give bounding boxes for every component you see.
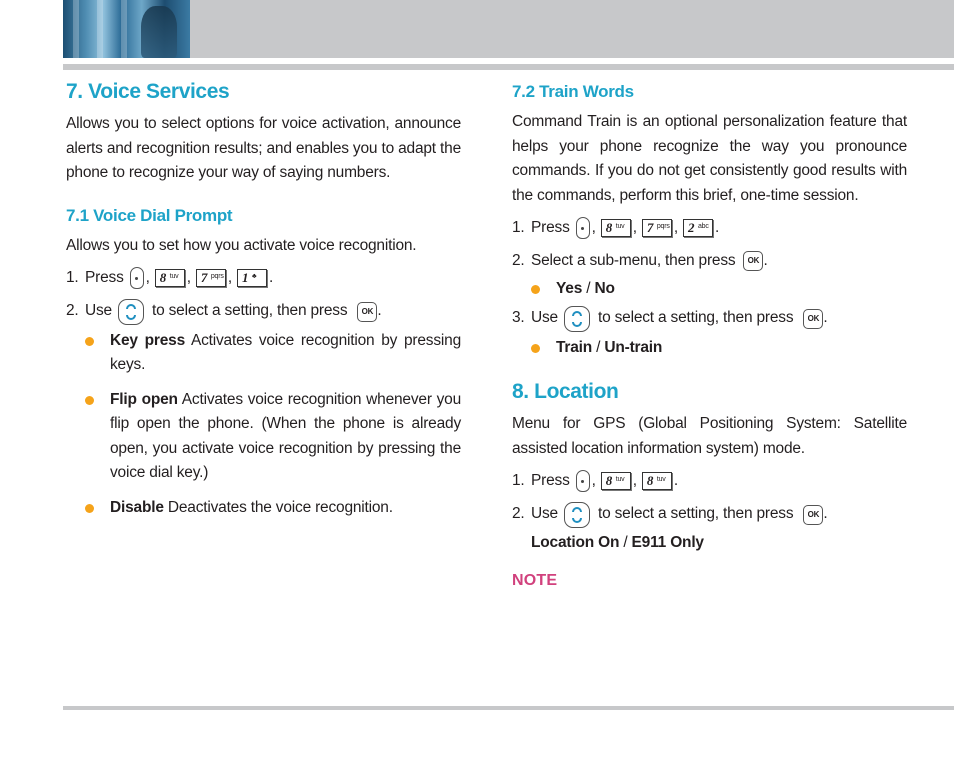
location-options xyxy=(512,531,907,556)
voice-dial-options-list xyxy=(66,329,461,521)
ok-key-icon: OK xyxy=(357,302,377,322)
option-desc: Activates voice recognition by pressing keys. xyxy=(110,331,461,373)
step-2 xyxy=(512,249,907,274)
option-desc: Deactivates the voice recognition. xyxy=(167,498,393,516)
ok-key-icon: OK xyxy=(743,251,763,271)
step-text: Press xyxy=(85,269,124,286)
left-column xyxy=(66,78,461,526)
separator: . xyxy=(763,251,768,269)
step-text: Use xyxy=(85,302,112,320)
step-number: 3. xyxy=(512,309,525,327)
bullet-icon xyxy=(531,344,540,353)
option-label: Train xyxy=(556,338,593,356)
list-item xyxy=(66,388,461,486)
right-column xyxy=(512,78,907,594)
key-2-icon xyxy=(683,219,713,237)
option-desc: Activates voice recognition whenever you flip open the phone. (When the phone is already open, you activate voice recognition by pressing the voice dial key.) xyxy=(110,390,461,481)
list-item xyxy=(512,277,907,302)
key-digit: 7 xyxy=(200,270,208,286)
key-letters: tuv xyxy=(615,476,625,484)
key-digit: 2 xyxy=(687,220,695,236)
note-label: NOTE xyxy=(512,572,558,589)
key-digit: 8 xyxy=(646,473,654,489)
separator: , xyxy=(591,219,596,236)
step-text: Use xyxy=(531,505,558,523)
separator: . xyxy=(714,219,720,236)
step-1 xyxy=(66,266,461,291)
ok-key-icon: OK xyxy=(803,309,823,329)
separator: , xyxy=(673,219,678,236)
location-step-1 xyxy=(512,469,907,494)
option-label: Location On xyxy=(531,533,620,551)
option-label: Disable xyxy=(110,498,164,516)
key-letters: ♣ xyxy=(251,273,257,281)
separator: , xyxy=(227,269,232,286)
separator: , xyxy=(591,472,596,489)
separator: / xyxy=(623,533,628,551)
option-label: Flip open xyxy=(110,390,178,408)
separator: . xyxy=(823,505,828,523)
key-8-icon xyxy=(601,472,631,490)
option-label: No xyxy=(594,280,615,297)
separator: , xyxy=(632,472,637,489)
bullet-icon xyxy=(85,396,94,405)
key-8-icon xyxy=(155,269,185,287)
list-item xyxy=(512,336,907,361)
step-text: to select a setting, then press xyxy=(151,302,348,320)
step-text: Select a sub-menu, then press xyxy=(531,251,736,269)
list-item xyxy=(66,329,461,378)
voice-services-intro: Allows you to select options for voice activation, announce alerts and recognition results; and enables you to adapt the phone to recognize your way of saying numbers. xyxy=(66,115,461,181)
subsection-title-voice-dial-prompt: 7.1 Voice Dial Prompt xyxy=(66,205,233,225)
step-2 xyxy=(66,299,461,325)
section-title-location: 8. Location xyxy=(512,380,619,403)
separator: . xyxy=(673,472,678,489)
step-number: 2. xyxy=(66,302,79,320)
key-letters: pqrs xyxy=(210,273,224,281)
key-8-icon xyxy=(642,472,672,490)
key-digit: 7 xyxy=(646,220,654,236)
key-8-icon xyxy=(601,219,631,237)
key-7-icon xyxy=(196,269,226,287)
key-7-icon xyxy=(642,219,672,237)
person-silhouette-image xyxy=(141,6,177,58)
key-letters: tuv xyxy=(169,273,179,281)
bullet-icon xyxy=(85,504,94,513)
separator: , xyxy=(632,219,637,236)
menu-key-icon xyxy=(576,470,590,492)
option-label: Un-train xyxy=(604,338,663,356)
step-3 xyxy=(512,306,907,332)
option-label: Yes xyxy=(556,280,583,297)
separator: , xyxy=(186,269,191,286)
step-number: 2. xyxy=(512,505,525,523)
bullet-icon xyxy=(85,337,94,346)
separator: / xyxy=(596,338,601,356)
ok-key-icon: OK xyxy=(803,505,823,525)
bullet-icon xyxy=(531,285,540,294)
separator: . xyxy=(268,269,274,286)
key-letters: abc xyxy=(697,223,709,231)
top-rule xyxy=(63,64,954,70)
step-1 xyxy=(512,216,907,241)
key-digit: 8 xyxy=(605,220,613,236)
header-photo xyxy=(63,0,190,58)
step-text: Press xyxy=(531,219,570,236)
key-1-icon xyxy=(237,269,267,287)
subsection-title-train-words: 7.2 Train Words xyxy=(512,82,634,101)
menu-key-icon xyxy=(576,217,590,239)
train-words-intro: Command Train is an optional personalization feature that helps your phone recognize the way you pronounce commands. If you do not get consistently good results with the commands, perform this brief, one-time session. xyxy=(512,113,907,204)
key-digit: 8 xyxy=(605,473,613,489)
nav-up-down-key-icon xyxy=(564,502,590,528)
step-number: 1. xyxy=(512,472,525,489)
key-letters: tuv xyxy=(615,223,625,231)
separator: / xyxy=(586,280,591,297)
key-digit: 8 xyxy=(159,270,167,286)
step3-options-list xyxy=(512,336,907,361)
location-step-2 xyxy=(512,502,907,528)
option-label: Key press xyxy=(110,331,185,349)
step-number: 1. xyxy=(66,269,79,286)
option-label: E911 Only xyxy=(631,533,704,551)
separator: , xyxy=(145,269,150,286)
section-title-voice-services: 7. Voice Services xyxy=(66,80,230,103)
step-text: to select a setting, then press xyxy=(597,309,794,327)
list-item xyxy=(66,496,461,521)
nav-up-down-key-icon xyxy=(118,299,144,325)
key-letters: tuv xyxy=(656,476,666,484)
key-digit: 1 xyxy=(241,270,249,286)
step-text: Press xyxy=(531,472,570,489)
location-intro: Menu for GPS (Global Positioning System: Satellite assisted location information system) mode. xyxy=(512,415,907,457)
separator: . xyxy=(377,302,382,320)
menu-key-icon xyxy=(130,267,144,289)
step2-options-list xyxy=(512,277,907,302)
bottom-rule xyxy=(63,706,954,710)
step-text: Use xyxy=(531,309,558,327)
voice-dial-prompt-intro: Allows you to set how you activate voice recognition. xyxy=(66,236,417,254)
separator: . xyxy=(823,309,828,327)
step-number: 1. xyxy=(512,219,525,236)
nav-up-down-key-icon xyxy=(564,306,590,332)
header-bar xyxy=(190,0,954,58)
step-text: to select a setting, then press xyxy=(597,505,794,523)
key-letters: pqrs xyxy=(656,223,670,231)
step-number: 2. xyxy=(512,251,525,269)
